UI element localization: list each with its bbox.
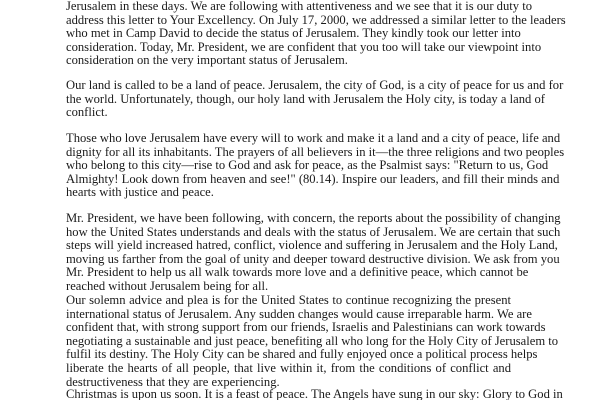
paragraph-3 bbox=[66, 131, 565, 200]
text-line: Our solemn advice and plea is for the United States to continue recognizing the present bbox=[66, 293, 511, 307]
text-line: confident that, with strong support from our friends, Israelis and Palestinians can work towards bbox=[66, 320, 546, 335]
text-line: consideration. Today, Mr. President, we are confident that you too will take our viewpoint into bbox=[66, 39, 542, 54]
text-line: who met in Camp David to decide the status of Jerusalem. They kindly took our letter into bbox=[66, 26, 521, 41]
text-line: how the United States understands and deals with the status of Jerusalem. We are certain that such bbox=[66, 224, 561, 239]
text-line: international status of Jerusalem. Any sudden changes would cause irreparable harm. We are bbox=[66, 306, 532, 321]
text-line: liberate the hearts of all people, that live within it, from the conditions of conflict and bbox=[66, 360, 511, 375]
text-line: Mr. President, we have been following, with concern, the reports about the possibility of changing bbox=[66, 211, 561, 225]
text-line: steps will yield increased hatred, conflict, violence and suffering in Jerusalem and the Holy Land, bbox=[66, 238, 558, 253]
paragraph-1 bbox=[66, 0, 566, 68]
text-line: fulfil its destiny. The Holy City can be shared and fully enjoyed once a political process helps bbox=[66, 347, 538, 362]
text-line: Jerusalem in these days. We are following with attentiveness and we see that it is our duty to bbox=[66, 0, 533, 13]
paragraph-6 bbox=[66, 387, 563, 400]
text-line: Those who love Jerusalem have every will to work and make it a land and a city of peace, life and bbox=[66, 131, 561, 145]
paragraph-5 bbox=[66, 293, 559, 389]
text-line: destructiveness that they are experiencing. bbox=[66, 374, 280, 389]
text-line: conflict. bbox=[66, 105, 108, 120]
text-line: Almighty! Look down from heaven and see!" (80.14). Inspire our leaders, and fill their minds and bbox=[66, 171, 560, 186]
text-line: negotiating a sustainable and just peace, benefiting all who long for the Holy City of Jerusalem to bbox=[66, 333, 559, 348]
text-line: consideration on the very important status of Jerusalem. bbox=[66, 53, 348, 68]
text-line: address this letter to Your Excellency. On July 17, 2000, we addressed a similar letter to the leaders bbox=[66, 12, 566, 27]
paragraph-4 bbox=[66, 211, 561, 294]
text-line: moving us farther from the goal of unity and deeper toward destructive division. We ask from you bbox=[66, 251, 560, 266]
paragraph-2 bbox=[66, 78, 564, 120]
text-line: Mr. President to help us all walk towards more love and a definitive peace, which cannot be bbox=[66, 265, 529, 280]
text-line: the world. Unfortunately, though, our holy land with Jerusalem the Holy city, is today a land of bbox=[66, 91, 545, 106]
text-line: who belong to this city—rise to God and ask for peace, as the Psalmist says: "Return to us, God bbox=[66, 158, 549, 173]
text-line: reached without Jerusalem being for all. bbox=[66, 278, 269, 293]
text-line: hearts with justice and peace. bbox=[66, 185, 214, 200]
text-line: Our land is called to be a land of peace. Jerusalem, the city of God, is a city of peace for us and for bbox=[66, 78, 564, 92]
text-line: dignity for all its inhabitants. The prayers of all believers in it—the three religions and two peoples bbox=[66, 144, 565, 159]
text-line: Christmas is upon us soon. It is a feast of peace. The Angels have sung in our sky: Glory to God in bbox=[66, 387, 563, 400]
